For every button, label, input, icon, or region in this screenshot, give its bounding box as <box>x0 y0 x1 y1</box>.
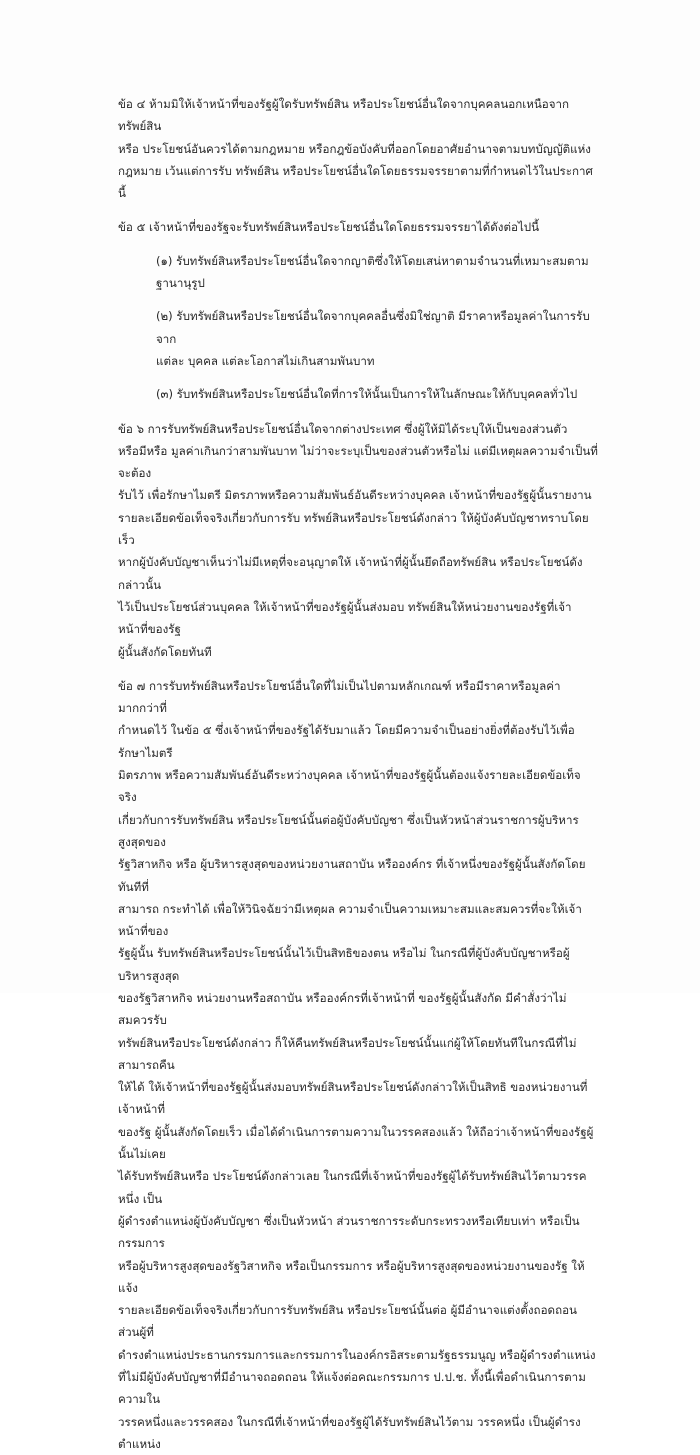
section-6 <box>118 418 598 663</box>
section-5-item-3: (๓) รับทรัพย์สินหรือประโยชน์อื่นใดที่การให้นั้นเป็นการให้ในลักษณะให้กับบุคคลทั่วไป <box>156 387 578 402</box>
section-4-line: ข้อ ๔ ห้ามมิให้เจ้าหน้าที่ของรัฐผู้ใดรับทรัพย์สิน หรือประโยชน์อื่นใดจากบุคคลนอกเหนือจากทรัพย์สิน <box>118 97 570 134</box>
section-6-line: รับไว้ เพื่อรักษาไมตรี มิตรภาพหรือความสัมพันธ์อันดีระหว่างบุคคล เจ้าหน้าที่ของรัฐผู้นั้นรายงาน <box>118 488 592 503</box>
section-4-line: หรือ ประโยชน์อันควรได้ตามกฎหมาย หรือกฎข้อบังคับที่ออกโดยอาศัยอำนาจตามบทบัญญัติแห่ง <box>118 141 591 156</box>
section-7-line: รัฐวิสาหกิจ หรือ ผู้บริหารสูงสุดของหน่วยงานสถาบัน หรือองค์กร ที่เจ้าหนึ่งของรัฐผู้นั้นสังกัดโดยทันทีที่ <box>118 857 586 894</box>
section-7-line: วรรคหนึ่งและวรรคสอง ในกรณีที่เจ้าหน้าที่ของรัฐผู้ได้รับทรัพย์สินไว้ตาม วรรคหนึ่ง เป็นผู้ดำรงตำแหน่ง <box>118 1414 581 1451</box>
section-6-line: รายละเอียดข้อเท็จจริงเกี่ยวกับการรับ ทรัพย์สินหรือประโยชน์ดังกล่าว ให้ผู้บังคับบัญชาทราบโดยเร็ว <box>118 510 589 548</box>
section-5 <box>118 216 598 405</box>
section-7-line: กำหนดไว้ ในข้อ ๕ ซึ่งเจ้าหน้าที่ของรัฐได้รับมาแล้ว โดยมีความจำเป็นอย่างยิ่งที่ต้องรับไว้เพื่อรักษาไมตรี <box>118 723 575 760</box>
section-7-line: เกี่ยวกับการรับทรัพย์สิน หรือประโยชน์นั้นต่อผู้บังคับบัญชา ซึ่งเป็นหัวหน้าส่วนราชการผู้บริหารสูงสุดของ <box>118 812 579 849</box>
section-7-line: มิตรภาพ หรือความสัมพันธ์อันดีระหว่างบุคคล เจ้าหน้าที่ของรัฐผู้นั้นต้องแจ้งรายละเอียดข้อเท็จจริง <box>118 768 581 805</box>
section-6-line: ข้อ ๖ การรับทรัพย์สินหรือประโยชน์อื่นใดจากต่างประเทศ ซึ่งผู้ให้มิได้ระบุให้เป็นของส่วนตัว <box>118 421 568 436</box>
section-7-line: รายละเอียดข้อเท็จจริงเกี่ยวกับการรับทรัพย์สิน หรือประโยชน์นั้นต่อ ผู้มีอำนาจแต่งตั้งถอดถอน ส่วนผู้ที่ <box>118 1303 577 1340</box>
section-4-line: กฎหมาย เว้นแต่การรับ ทรัพย์สิน หรือประโยชน์อื่นใดโดยธรรมจรรยาตามที่กำหนดไว้ในประกาศนี้ <box>118 163 593 201</box>
section-7-line: รัฐผู้นั้น รับทรัพย์สินหรือประโยชน์นั้นไว้เป็นสิทธิของตน หรือไม่ ในกรณีที่ผู้บังคับบัญชาหรือผู้บริหารสูงสุด <box>118 946 570 983</box>
section-7-line: ดำรงตำแหน่งประธานกรรมการและกรรมการในองค์กรอิสระตามรัฐธรรมนูญ หรือผู้ดำรงตำแหน่ง <box>118 1347 596 1362</box>
section-5-item-2-line: แต่ละ บุคคล แต่ละโอกาสไม่เกินสามพันบาท <box>156 353 375 368</box>
section-4 <box>118 93 598 204</box>
section-6-line: หากผู้บังคับบัญชาเห็นว่าไม่มีเหตุที่จะอนุญาตให้ เจ้าหน้าที่ผู้นั้นยึดถือทรัพย์สิน หรือประโยชน์ดังกล่าวนั้น <box>118 555 583 592</box>
section-7 <box>118 675 598 1455</box>
document-body <box>118 93 598 1455</box>
section-6-line: หรือมีหรือ มูลค่าเกินกว่าสามพันบาท ไม่ว่าจะระบุเป็นของส่วนตัวหรือไม่ แต่มีเหตุผลความจำเป็นที่จะต้อง <box>118 443 598 481</box>
section-7-line: ได้รับทรัพย์สินหรือ ประโยชน์ดังกล่าวเลย ในกรณีที่เจ้าหน้าที่ของรัฐผู้ได้รับทรัพย์สินไว้ตามวรรคหนึ่ง เป็น <box>118 1169 587 1206</box>
section-6-line: ผู้นั้นสังกัดโดยทันที <box>118 644 212 659</box>
section-7-line: ผู้ดำรงตำแหน่งผู้บังคับบัญชา ซึ่งเป็นหัวหน้า ส่วนราชการระดับกระทรวงหรือเทียบเท่า หรือเป็นกรรมการ <box>118 1213 580 1251</box>
section-5-intro: ข้อ ๕ เจ้าหน้าที่ของรัฐจะรับทรัพย์สินหรือประโยชน์อื่นใดโดยธรรมจรรยาได้ดังต่อไปนี้ <box>118 220 540 235</box>
section-7-line: ที่ไม่มีผู้บังคับบัญชาที่มีอำนาจถอดถอน ให้แจ้งต่อคณะกรรมการ ป.ป.ช. ทั้งนี้เพื่อดำเนินการตามความใน <box>118 1370 586 1407</box>
section-7-line: หรือผู้บริหารสูงสุดของรัฐวิสาหกิจ หรือเป็นกรรมการ หรือผู้บริหารสูงสุดของหน่วยงานของรัฐ ให้แจ้ง <box>118 1258 585 1295</box>
section-7-line: ข้อ ๗ การรับทรัพย์สินหรือประโยชน์อื่นใดที่ไม่เป็นไปตามหลักเกณฑ์ หรือมีราคาหรือมูลค่ามากกว่าที่ <box>118 678 561 716</box>
section-7-line: ของรัฐ ผู้นั้นสังกัดโดยเร็ว เมื่อได้ดำเนินการตามความในวรรคสองแล้ว ให้ถือว่าเจ้าหน้าที่ของรัฐผู้นั้นไม่เคย <box>118 1124 594 1162</box>
section-7-line: ให้ได้ ให้เจ้าหน้าที่ของรัฐผู้นั้นส่งมอบทรัพย์สินหรือประโยชน์ดังกล่าวให้เป็นสิทธิ ของหน่วยงานที่เจ้าหน้าที่ <box>118 1080 588 1117</box>
section-7-line: ของรัฐวิสาหกิจ หน่วยงานหรือสถาบัน หรือองค์กรที่เจ้าหน้าที่ ของรัฐผู้นั้นสังกัด มีคำสั่งว่าไม่สมควรรับ <box>118 990 567 1028</box>
section-5-item-1: (๑) รับทรัพย์สินหรือประโยชน์อื่นใดจากญาติซึ่งให้โดยเสน่หาตามจำนวนที่เหมาะสมตามฐานานุรูป <box>156 253 589 291</box>
section-7-line: สามารถ กระทำได้ เพื่อให้วินิจฉัยว่ามีเหตุผล ความจำเป็นความเหมาะสมและสมควรที่จะให้เจ้าหน้าที่ของ <box>118 901 582 939</box>
section-6-line: ไว้เป็นประโยชน์ส่วนบุคคล ให้เจ้าหน้าที่ของรัฐผู้นั้นส่งมอบ ทรัพย์สินให้หน่วยงานของรัฐที่เจ้าหน้าที่ของรัฐ <box>118 599 572 637</box>
section-5-item-2-line: (๒) รับทรัพย์สินหรือประโยชน์อื่นใดจากบุคคลอื่นซึ่งมิใช่ญาติ มีราคาหรือมูลค่าในการรับจาก <box>156 309 590 346</box>
section-7-line: ทรัพย์สินหรือประโยชน์ดังกล่าว ก็ให้คืนทรัพย์สินหรือประโยชน์นั้นแก่ผู้ให้โดยทันทีในกรณีที่ไม่สามารถคืน <box>118 1035 577 1072</box>
